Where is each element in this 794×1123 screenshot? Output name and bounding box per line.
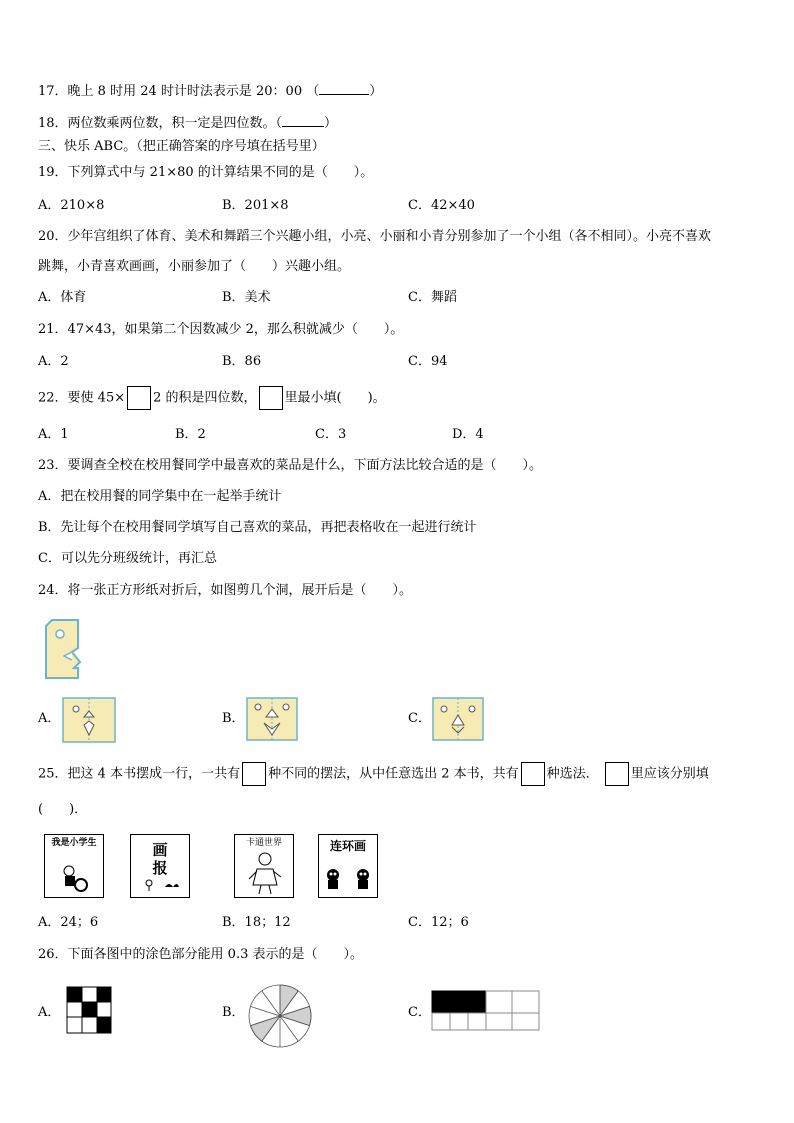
question-18: 18．两位数乘两位数，积一定是四位数。（ ） (38, 116, 338, 131)
question-17: 17．晚上 8 时用 24 时计时法表示是 20：00 （ ） (38, 84, 383, 99)
question-23: 23．要调查全校在校用餐同学中最喜欢的菜品是什么，下面方法比较合适的是（ ）。 (38, 458, 543, 473)
panda-icon (323, 865, 373, 891)
girl-icon (247, 851, 283, 895)
flower-icon (141, 877, 181, 891)
question-22: 22．要使 45× 2 的积是四位数， 里最小填( )。 (38, 386, 386, 411)
option-b[interactable]: B．2 (175, 427, 206, 442)
unfolded-paper-a[interactable] (62, 697, 116, 743)
answer-blank[interactable] (282, 114, 324, 127)
book-3: 卡通世界 (234, 834, 294, 898)
option-a[interactable]: A．1 (38, 427, 69, 442)
section-title: 三、快乐 ABC。（把正确答案的序号填在括号里） (38, 139, 325, 154)
bar-figure-c[interactable] (431, 990, 541, 1032)
question-20-line-1: 20．少年宫组织了体育、美术和舞蹈三个兴趣小组，小亮、小丽和小青分别参加了一个小组（各不相同）。小亮不喜欢 (38, 229, 712, 244)
option-a[interactable]: A．24；6 (38, 915, 99, 930)
blank-box[interactable] (259, 386, 283, 410)
option-c[interactable]: C． (408, 711, 431, 726)
blank-box[interactable] (521, 762, 545, 786)
option-c[interactable]: C．42×40 (408, 198, 475, 213)
unfolded-paper-b[interactable] (246, 697, 298, 741)
question-24: 24．将一张正方形纸对折后，如图剪几个洞，展开后是（ ）。 (38, 583, 413, 598)
question-21: 21．47×43，如果第二个因数减少 2，那么积就减少（ ）。 (38, 322, 404, 337)
option-b[interactable]: B．18；12 (222, 915, 291, 930)
book-1: 我是小学生 (44, 834, 104, 898)
option-b[interactable]: B． (222, 711, 245, 726)
option-b[interactable]: B．美术 (222, 290, 271, 305)
unfolded-paper-c[interactable] (432, 697, 484, 741)
question-25-paren: ( )． (38, 802, 88, 817)
grid-figure-a[interactable] (66, 986, 112, 1034)
option-a[interactable]: A．210×8 (38, 198, 105, 213)
option-c[interactable]: C．12；6 (408, 915, 469, 930)
blank-box[interactable] (605, 762, 629, 786)
book-2: 画报 (130, 834, 190, 898)
question-19: 19．下列算式中与 21×80 的计算结果不同的是（ ）。 (38, 165, 374, 180)
option-b[interactable]: B． (222, 1005, 245, 1020)
option-a[interactable]: A．把在校用餐的同学集中在一起举手统计 (38, 489, 282, 504)
option-a[interactable]: A．2 (38, 354, 69, 369)
circle-figure-b[interactable] (247, 983, 313, 1049)
blank-box[interactable] (242, 762, 266, 786)
option-c[interactable]: C．3 (315, 427, 347, 442)
question-25: 25．把这 4 本书摆成一行，一共有 种不同的摆法，从中任意选出 2 本书，共有 种选法． 里应该分别填 (38, 762, 709, 787)
book-4: 连环画 (318, 834, 378, 898)
option-b[interactable]: B．先让每个在校用餐同学填写自己喜欢的菜品，再把表格收在一起进行统计 (38, 520, 477, 535)
question-20-line-2: 跳舞，小青喜欢画画，小丽参加了（ ）兴趣小组。 (38, 259, 351, 274)
student-icon (59, 865, 89, 893)
option-a[interactable]: A．体育 (38, 290, 87, 305)
blank-box[interactable] (127, 386, 151, 410)
option-c[interactable]: C．94 (408, 354, 448, 369)
option-b[interactable]: B．86 (222, 354, 262, 369)
answer-blank[interactable] (319, 82, 369, 95)
option-b[interactable]: B．201×8 (222, 198, 289, 213)
question-26: 26．下面各图中的涂色部分能用 0.3 表示的是（ ）。 (38, 947, 363, 962)
option-c[interactable]: C．舞蹈 (408, 290, 457, 305)
option-c[interactable]: C．可以先分班级统计，再汇总 (38, 551, 217, 566)
option-a[interactable]: A． (38, 1005, 61, 1020)
option-c[interactable]: C． (408, 1005, 431, 1020)
option-d[interactable]: D．4 (452, 427, 484, 442)
folded-paper-figure (44, 618, 84, 680)
option-a[interactable]: A． (38, 711, 61, 726)
